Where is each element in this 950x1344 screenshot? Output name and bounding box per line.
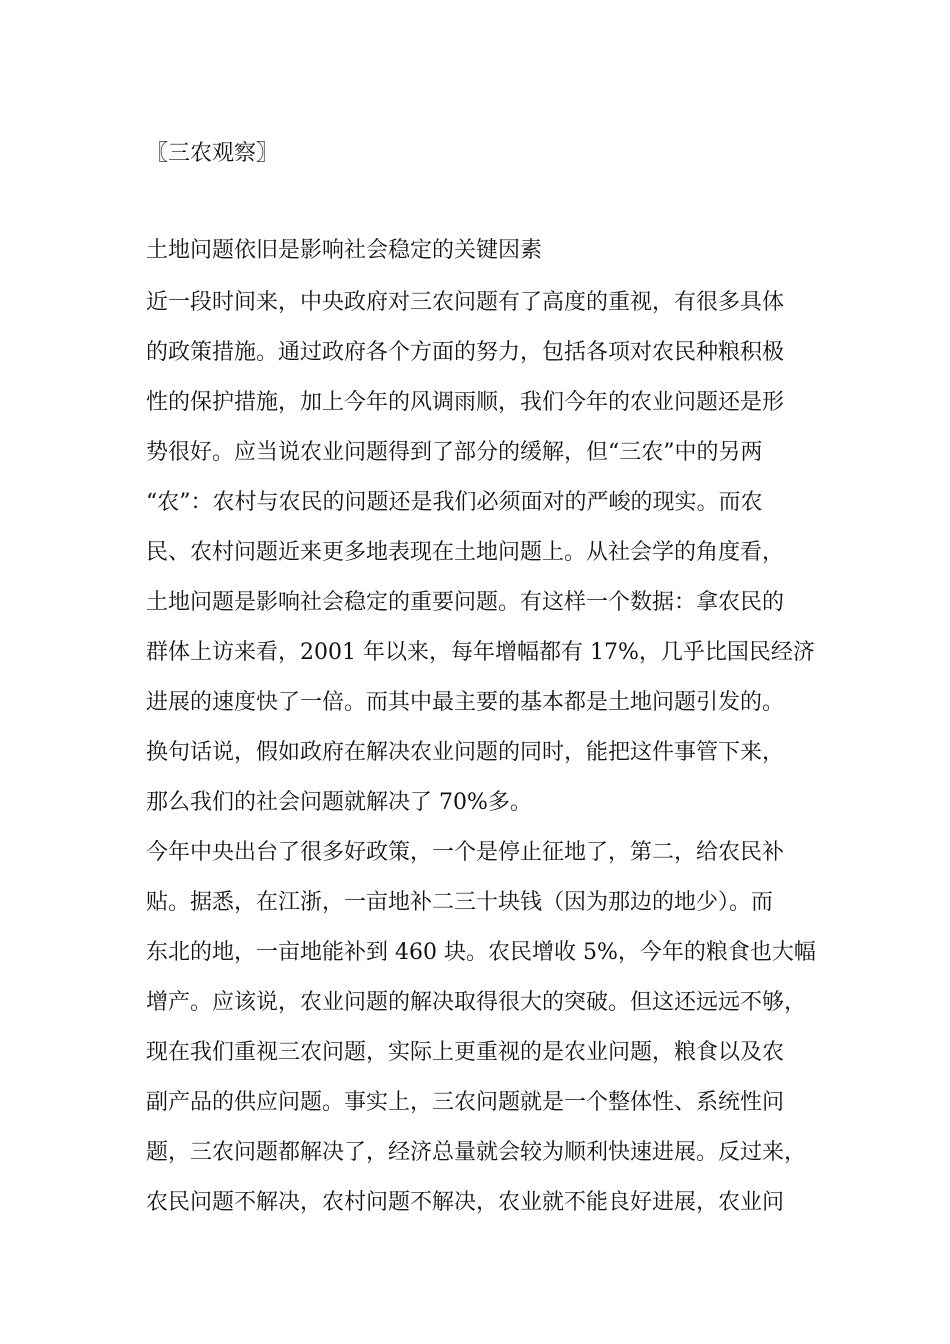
section-tag: 〖三农观察〗 bbox=[146, 141, 279, 166]
body-line: 近一段时间来，中央政府对三农问题有了高度的重视，有很多具体 bbox=[146, 290, 785, 315]
body-line: 副产品的供应问题。事实上，三农问题就是一个整体性、系统性问 bbox=[146, 1090, 785, 1115]
body-line: 势很好。应当说农业问题得到了部分的缓解，但“三农”中的另两 bbox=[146, 440, 763, 465]
body-line: 性的保护措施，加上今年的风调雨顺，我们今年的农业问题还是形 bbox=[146, 390, 785, 415]
body-line: 群体上访来看，2001 年以来，每年增幅都有 17%，几乎比国民经济 bbox=[146, 640, 815, 665]
body-line: 土地问题是影响社会稳定的重要问题。有这样一个数据：拿农民的 bbox=[146, 590, 785, 615]
body-line: 换句话说，假如政府在解决农业问题的同时，能把这件事管下来， bbox=[146, 740, 785, 765]
body-line: 今年中央出台了很多好政策，一个是停止征地了，第二，给农民补 bbox=[146, 840, 785, 865]
body-line: 增产。应该说，农业问题的解决取得很大的突破。但这还远远不够， bbox=[146, 990, 807, 1015]
body-line: 题，三农问题都解决了，经济总量就会较为顺利快速进展。反过来， bbox=[146, 1140, 807, 1165]
body-line: 的政策措施。通过政府各个方面的努力，包括各项对农民种粮积极 bbox=[146, 340, 785, 365]
body-line: 农民问题不解决，农村问题不解决，农业就不能良好进展，农业问 bbox=[146, 1190, 785, 1215]
body-line: 那么我们的社会问题就解决了 70%多。 bbox=[146, 790, 532, 815]
article-heading: 土地问题依旧是影响社会稳定的关键因素 bbox=[146, 238, 543, 263]
body-line: 贴。据悉，在江浙，一亩地补二三十块钱（因为那边的地少）。而 bbox=[146, 890, 774, 915]
body-line: 进展的速度快了一倍。而其中最主要的基本都是土地问题引发的。 bbox=[146, 690, 785, 715]
body-line: 现在我们重视三农问题，实际上更重视的是农业问题，粮食以及农 bbox=[146, 1040, 785, 1065]
body-line: 东北的地，一亩地能补到 460 块。农民增收 5%，今年的粮食也大幅 bbox=[146, 940, 816, 965]
body-line: “农”：农村与农民的问题还是我们必须面对的严峻的现实。而农 bbox=[146, 490, 763, 515]
body-line: 民、农村问题近来更多地表现在土地问题上。从社会学的角度看， bbox=[146, 540, 785, 565]
